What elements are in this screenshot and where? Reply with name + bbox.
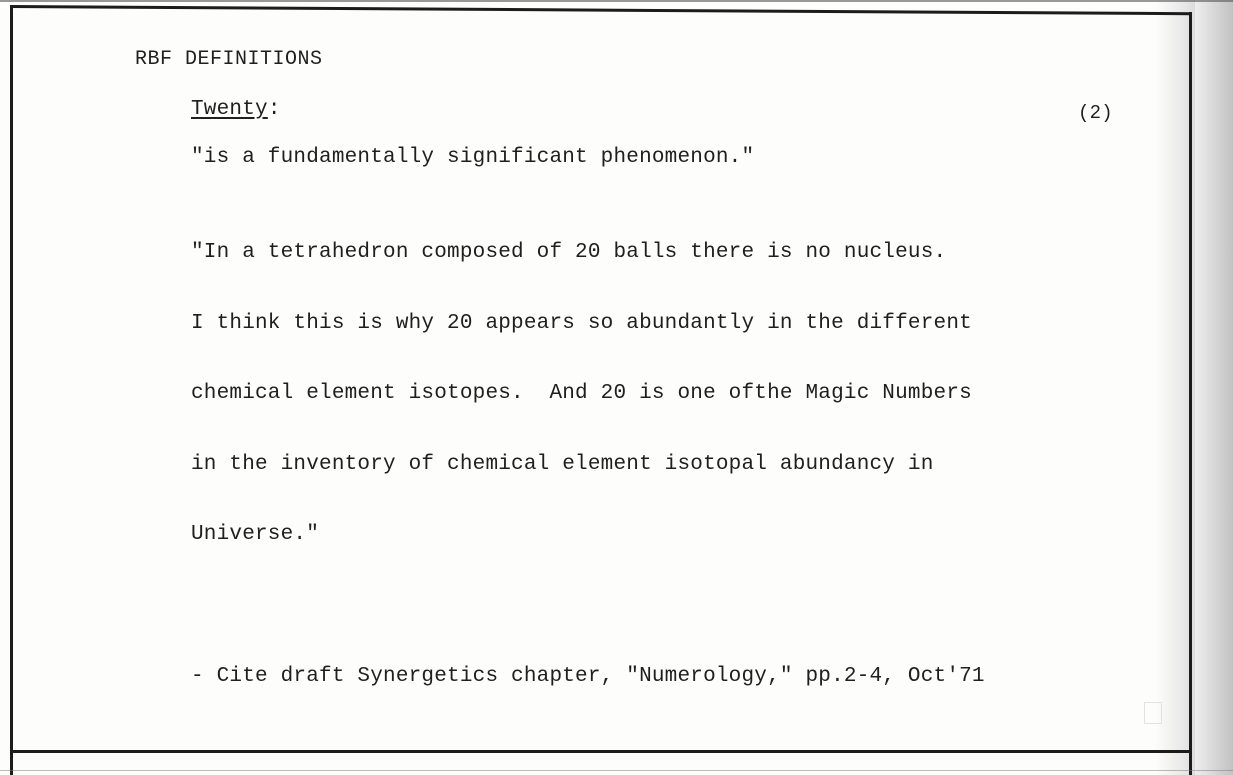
citation: - Cite draft Synergetics chapter, "Numerology," pp.2-4, Oct'71 — [191, 665, 985, 688]
scan-edge-strip — [1195, 0, 1233, 775]
card-border-bottom — [10, 750, 1192, 753]
card-border-right — [1189, 12, 1192, 775]
scan-smudge — [1144, 702, 1162, 724]
card-border-top — [10, 5, 1192, 15]
scan-bottom-edge — [0, 770, 1233, 771]
quote-line: chemical element isotopes. And 20 is one ofthe Magic Numbers — [191, 382, 972, 405]
term-word: Twenty — [191, 98, 268, 121]
definition-term — [191, 98, 281, 121]
quote-line: in the inventory of chemical element isotopal abundancy in — [191, 452, 934, 476]
quote-long — [191, 194, 972, 594]
quote-line: Universe." — [191, 523, 320, 546]
scan-top-edge — [0, 0, 1233, 2]
card-header: RBF DEFINITIONS — [135, 48, 323, 71]
quote-line: "In a tetrahedron composed of 20 balls there is no nucleus. — [191, 241, 947, 264]
card-border-left — [10, 6, 13, 775]
term-colon: : — [267, 98, 281, 121]
quote-line: I think this is why 20 appears so abundantly in the different — [191, 311, 972, 335]
page-number: (2) — [1078, 102, 1113, 124]
quote-short: "is a fundamentally significant phenomenon." — [191, 146, 755, 169]
